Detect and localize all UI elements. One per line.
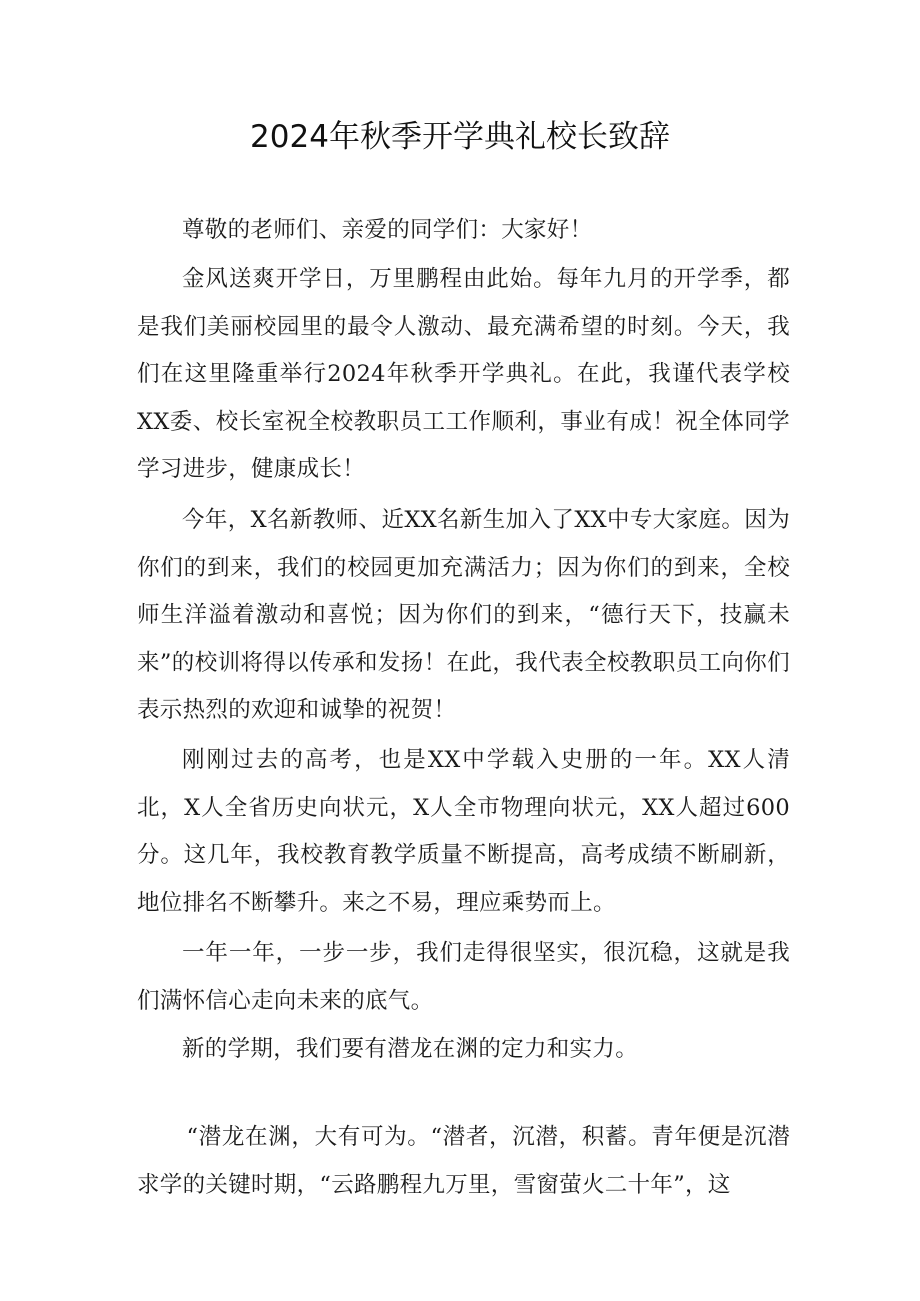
paragraph-greeting: 尊敬的老师们、亲爱的同学们：大家好！: [182, 217, 593, 243]
paragraph-welcome: 今年，X名新教师、近XX名新生加入了XX中专大家庭。因为你们的到来，我们的校园更加充满活力；因为你们的到来，全校师生洋溢着激动和喜悦；因为你们的到来，“德行天下，技赢未来”的校训将得以传承和发扬！在此，我代表全校教职员工向你们表示热烈的欢迎和诚挚的祝贺！: [137, 507, 790, 723]
paragraph-opening: 金风送爽开学日，万里鹏程由此始。每年九月的开学季，都是我们美丽校园里的最令人激动、最充满希望的时刻。今天，我们在这里隆重举行2024年秋季开学典礼。在此，我谨代表学校XX委、校长室祝全校教职员工工作顺利，事业有成！祝全体同学学习进步，健康成长！: [137, 266, 790, 482]
paragraph-achievements: 刚刚过去的高考，也是XX中学载入史册的一年。XX人清北，X人全省历史向状元，X人全市物理向状元，XX人超过600分。这几年，我校教育教学质量不断提高，高考成绩不断刷新，地位排名不断攀升。来之不易，理应乘势而上。: [137, 747, 790, 916]
document-title: 2024年秋季开学典礼校长致辞: [250, 119, 670, 155]
paragraph-confidence: 一年一年，一步一步，我们走得很坚实，很沉稳，这就是我们满怀信心走向未来的底气。: [137, 940, 790, 1014]
paragraph-qianlong: “潜龙在渊，大有可为。“潜者，沉潜，积蓄。青年便是沉潜求学的关键时期，“云路鹏程九万里，雪窗萤火二十年”，这: [137, 1124, 790, 1198]
paragraph-new-semester: 新的学期，我们要有潜龙在渊的定力和实力。: [182, 1036, 639, 1062]
